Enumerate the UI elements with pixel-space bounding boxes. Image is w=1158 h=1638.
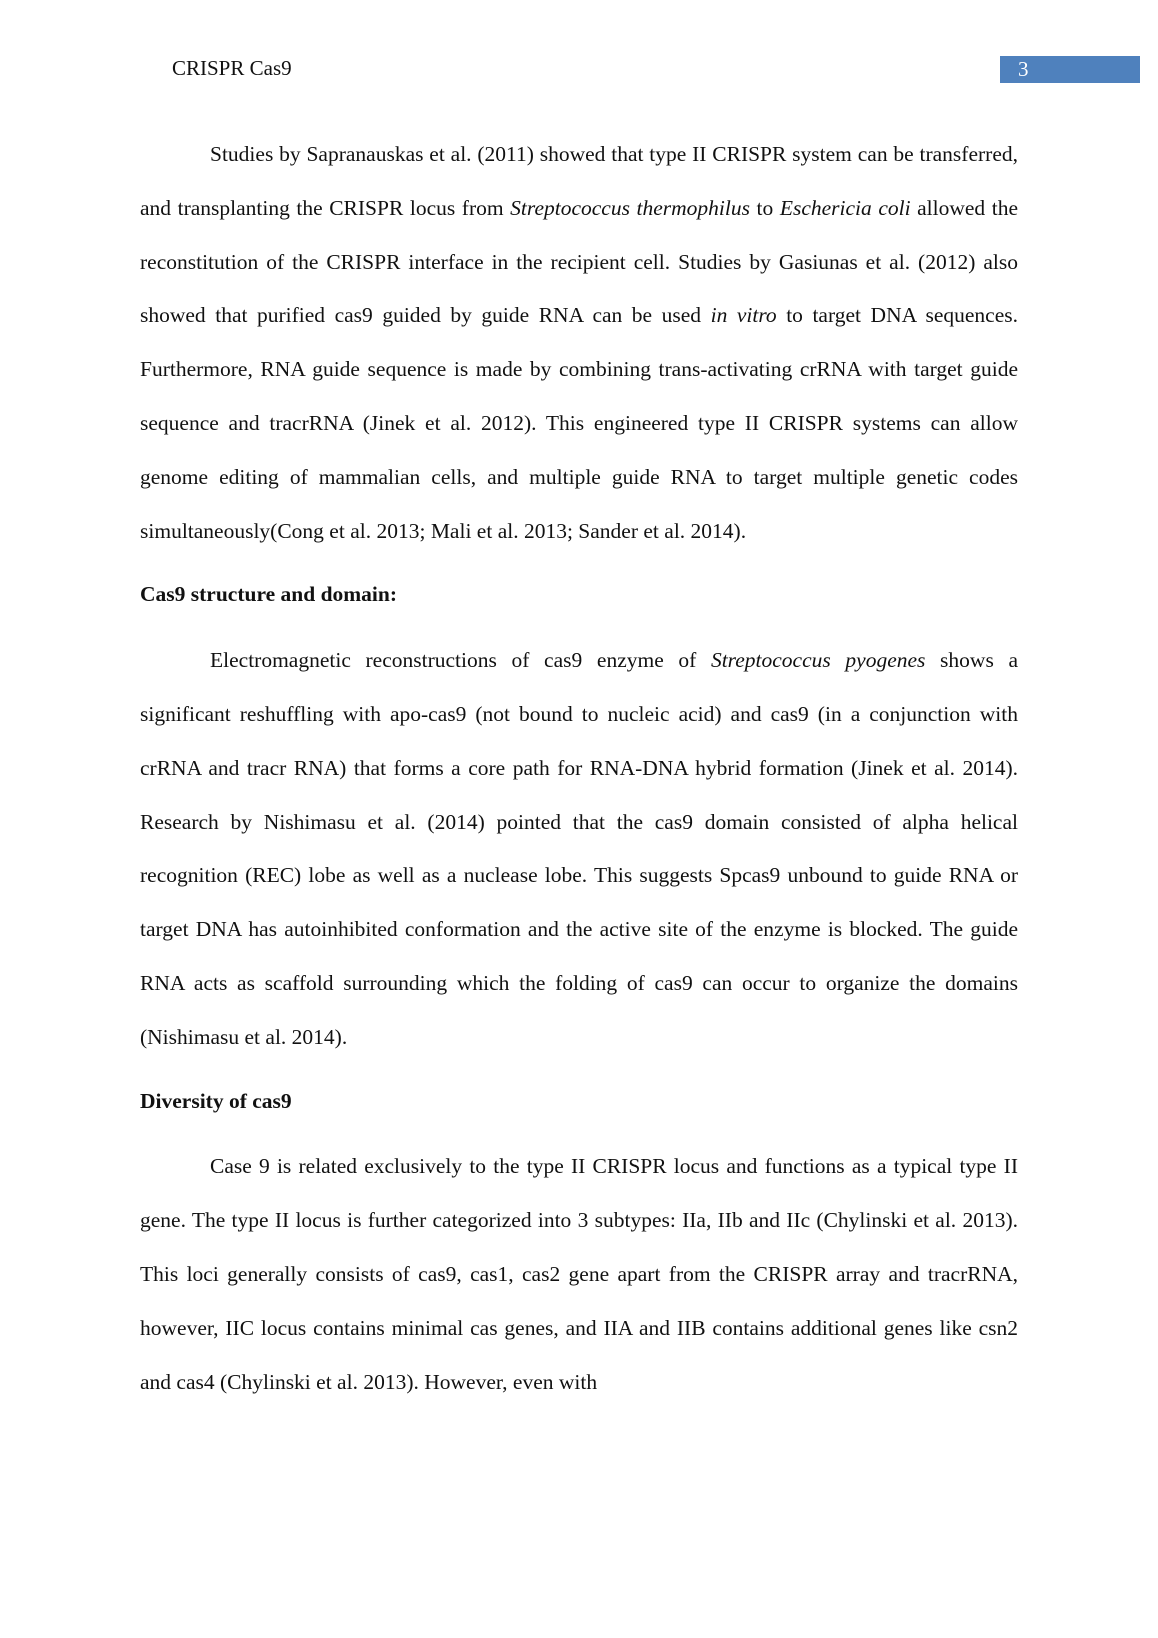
italic-text: Eschericia coli (779, 195, 911, 220)
running-header-title: CRISPR Cas9 (172, 56, 292, 80)
paragraph-text: to target DNA sequences. Furthermore, RNA guide sequence is made by combining trans-activating crRNA with target guide sequence and tracrRNA (Jinek et al. 2012). This engineered type II CRISPR systems can allow genome editing of mammalian cells, and multiple guide RNA to target multiple genetic codes simultaneously(Cong et al. 2013; Mali et al. 2013; Sander et al. 2014). (140, 303, 1019, 543)
italic-text: Streptococcus thermophilus (510, 195, 750, 220)
section-heading: Diversity of cas9 (140, 1088, 292, 1113)
page-number-badge: 3 (1000, 56, 1140, 83)
paragraph-text: to (750, 195, 780, 220)
italic-text: Streptococcus pyogenes (710, 648, 926, 673)
document-body (140, 128, 1018, 1409)
paragraph-text: Electromagnetic reconstructions of cas9 enzyme of (210, 648, 711, 673)
body-paragraph (140, 128, 1018, 558)
paragraph-text: shows a significant reshuffling with apo-cas9 (not bound to nucleic acid) and cas9 (in a conjunction with crRNA and tracr RNA) that forms a core path for RNA-DNA hybrid formation (Jinek et al. 2014). Research by Nishimasu et al. (2014) pointed that the cas9 domain consisted of alpha helical recognition (REC) lobe as well as a nuclease lobe. This suggests Spcas9 unbound to guide RNA or target DNA has autoinhibited conformation and the active site of the enzyme is blocked. The guide RNA acts as scaffold surrounding which the folding of cas9 can occur to organize the domains (Nishimasu et al. 2014). (140, 648, 1018, 1049)
paragraph-text: Case 9 is related exclusively to the type II CRISPR locus and functions as a typical type II gene. The type II locus is further categorized into 3 subtypes: IIa, IIb and IIc (Chylinski et al. 2013). This loci generally consists of cas9, cas1, cas2 gene apart from the CRISPR array and tracrRNA, however, IIC locus contains minimal cas genes, and IIA and IIB contains additional genes like csn2 and cas4 (Chylinski et al. 2013). However, even with (140, 1154, 1018, 1394)
section-heading: Cas9 structure and domain: (140, 582, 398, 607)
body-paragraph (140, 634, 1018, 1064)
italic-text: in vitro (710, 303, 777, 328)
paragraph-text: allowed the reconstitution of the CRISPR interface in the recipient cell. Studies by Gasiunas et al. (2012) also showed that purified cas9 guided by guide RNA can be used (140, 195, 1018, 328)
paragraph-text: Studies by Sapranauskas et al. (2011) showed that type II CRISPR system can be transferred, and transplanting the CRISPR locus from (140, 142, 1018, 220)
body-paragraph (140, 1140, 1018, 1409)
